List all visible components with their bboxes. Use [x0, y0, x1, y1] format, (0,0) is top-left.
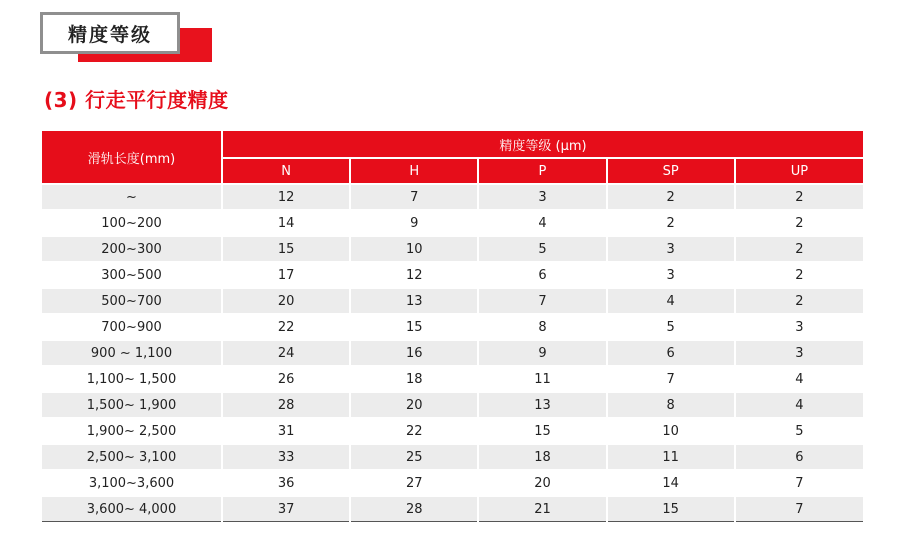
tolerance-cell-h: 10: [350, 236, 478, 262]
tolerance-cell-sp: 4: [607, 288, 735, 314]
table-row: [42, 262, 863, 288]
table-row: [42, 210, 863, 236]
tolerance-cell-up: 2: [735, 262, 863, 288]
tolerance-cell-n: 12: [222, 184, 350, 210]
table-row: [42, 340, 863, 366]
tolerance-cell-n: 24: [222, 340, 350, 366]
tolerance-cell-h: 25: [350, 444, 478, 470]
rail-length-cell: 3,100~3,600: [42, 470, 222, 496]
tolerance-cell-up: 2: [735, 210, 863, 236]
tolerance-cell-up: 2: [735, 288, 863, 314]
tolerance-cell-p: 6: [478, 262, 606, 288]
tolerance-cell-up: 7: [735, 470, 863, 496]
tolerance-cell-p: 11: [478, 366, 606, 392]
tolerance-cell-p: 3: [478, 184, 606, 210]
tolerance-cell-up: 3: [735, 314, 863, 340]
table-row: [42, 496, 863, 522]
tolerance-cell-sp: 11: [607, 444, 735, 470]
tolerance-cell-n: 36: [222, 470, 350, 496]
tolerance-cell-sp: 2: [607, 184, 735, 210]
tolerance-cell-sp: 8: [607, 392, 735, 418]
tolerance-cell-p: 13: [478, 392, 606, 418]
tolerance-cell-sp: 15: [607, 496, 735, 522]
tolerance-cell-n: 17: [222, 262, 350, 288]
grade-column-up: UP: [735, 158, 863, 184]
tolerance-cell-p: 9: [478, 340, 606, 366]
rail-length-cell: ~: [42, 184, 222, 210]
rail-length-cell: 1,500~ 1,900: [42, 392, 222, 418]
table-row: [42, 418, 863, 444]
tolerance-cell-up: 3: [735, 340, 863, 366]
tolerance-cell-sp: 7: [607, 366, 735, 392]
tolerance-cell-h: 9: [350, 210, 478, 236]
table-row: [42, 444, 863, 470]
page-subtitle: (3) 行走平行度精度: [44, 88, 229, 112]
rail-length-cell: 100~200: [42, 210, 222, 236]
tolerance-cell-n: 28: [222, 392, 350, 418]
section-title: 精度等级: [40, 12, 180, 54]
tolerance-cell-n: 31: [222, 418, 350, 444]
tolerance-cell-up: 6: [735, 444, 863, 470]
tolerance-cell-p: 7: [478, 288, 606, 314]
tolerance-cell-sp: 2: [607, 210, 735, 236]
tolerance-cell-n: 15: [222, 236, 350, 262]
tolerance-cell-sp: 5: [607, 314, 735, 340]
table-row: [42, 392, 863, 418]
table-row: [42, 184, 863, 210]
tolerance-cell-up: 2: [735, 184, 863, 210]
rail-length-cell: 1,900~ 2,500: [42, 418, 222, 444]
rail-length-cell: 1,100~ 1,500: [42, 366, 222, 392]
tolerance-cell-n: 37: [222, 496, 350, 522]
tolerance-cell-p: 8: [478, 314, 606, 340]
tolerance-cell-h: 12: [350, 262, 478, 288]
section-header-tab: [40, 12, 212, 62]
tolerance-cell-h: 15: [350, 314, 478, 340]
accuracy-table: [42, 131, 863, 522]
tolerance-cell-n: 22: [222, 314, 350, 340]
tolerance-cell-up: 7: [735, 496, 863, 522]
tolerance-cell-sp: 6: [607, 340, 735, 366]
tolerance-cell-sp: 3: [607, 236, 735, 262]
tolerance-cell-h: 16: [350, 340, 478, 366]
table-row: [42, 236, 863, 262]
tolerance-cell-sp: 3: [607, 262, 735, 288]
tolerance-cell-p: 15: [478, 418, 606, 444]
table-row: [42, 314, 863, 340]
rail-length-cell: 700~900: [42, 314, 222, 340]
tolerance-cell-h: 22: [350, 418, 478, 444]
tolerance-cell-p: 20: [478, 470, 606, 496]
tolerance-cell-up: 4: [735, 392, 863, 418]
rail-length-cell: 300~500: [42, 262, 222, 288]
tolerance-cell-up: 2: [735, 236, 863, 262]
grade-column-n: N: [222, 158, 350, 184]
grade-column-sp: SP: [607, 158, 735, 184]
tolerance-cell-p: 18: [478, 444, 606, 470]
grade-column-h: H: [350, 158, 478, 184]
tolerance-cell-p: 5: [478, 236, 606, 262]
accuracy-grade-header: 精度等级 (μm): [222, 131, 863, 158]
tolerance-cell-p: 21: [478, 496, 606, 522]
table-row: [42, 288, 863, 314]
table-row: [42, 470, 863, 496]
grade-column-p: P: [478, 158, 606, 184]
tolerance-cell-h: 28: [350, 496, 478, 522]
tolerance-cell-h: 27: [350, 470, 478, 496]
tolerance-cell-n: 20: [222, 288, 350, 314]
rail-length-cell: 500~700: [42, 288, 222, 314]
tolerance-cell-h: 7: [350, 184, 478, 210]
rail-length-header: 滑轨长度(mm): [42, 131, 222, 184]
tolerance-cell-n: 26: [222, 366, 350, 392]
tolerance-cell-up: 5: [735, 418, 863, 444]
tolerance-cell-h: 13: [350, 288, 478, 314]
table-row: [42, 366, 863, 392]
tolerance-cell-h: 20: [350, 392, 478, 418]
rail-length-cell: 3,600~ 4,000: [42, 496, 222, 522]
tolerance-cell-n: 33: [222, 444, 350, 470]
tolerance-cell-sp: 14: [607, 470, 735, 496]
table-body: [42, 184, 863, 522]
rail-length-cell: 200~300: [42, 236, 222, 262]
tolerance-cell-p: 4: [478, 210, 606, 236]
tolerance-cell-h: 18: [350, 366, 478, 392]
tolerance-cell-up: 4: [735, 366, 863, 392]
rail-length-cell: 900 ~ 1,100: [42, 340, 222, 366]
tolerance-cell-n: 14: [222, 210, 350, 236]
tolerance-cell-sp: 10: [607, 418, 735, 444]
rail-length-cell: 2,500~ 3,100: [42, 444, 222, 470]
